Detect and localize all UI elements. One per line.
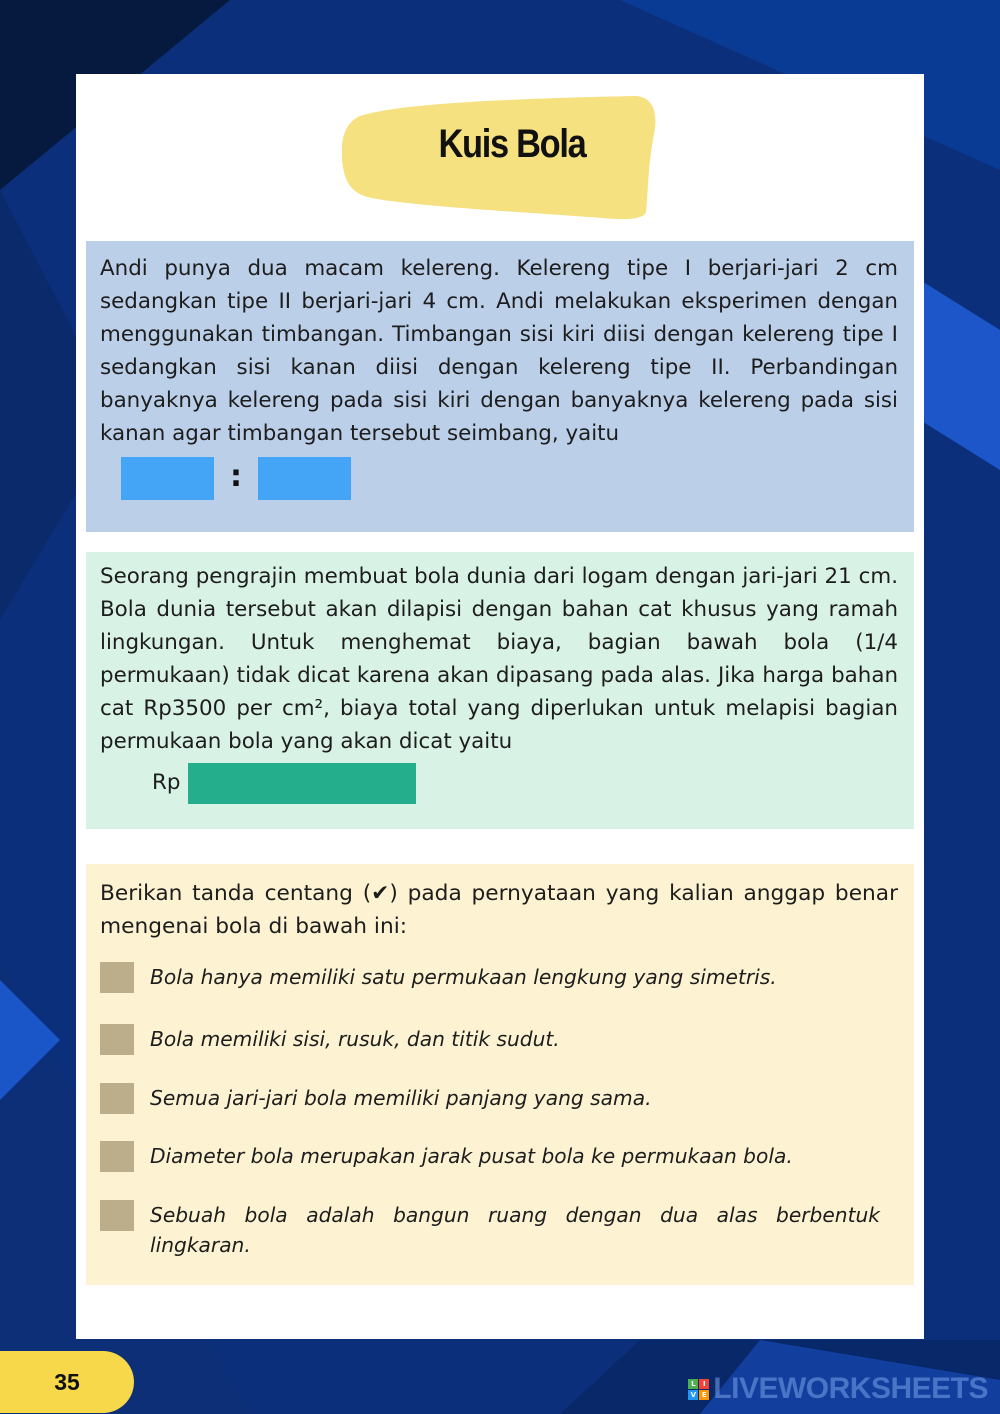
question-2-panel	[86, 552, 914, 829]
statement-checkbox[interactable]	[100, 1083, 134, 1114]
question-3-panel	[86, 864, 914, 1285]
watermark-text: LIVEWORKSHEETS	[713, 1372, 988, 1405]
ratio-answer-right-input[interactable]	[258, 457, 351, 500]
statement-label: Bola hanya memiliki satu permukaan lengkung yang simetris.	[150, 965, 777, 989]
currency-prefix: Rp	[152, 770, 181, 795]
statement-label: Sebuah bola adalah bangun ruang dengan dua alas berbentuk lingkaran.	[150, 1203, 880, 1257]
ratio-separator: :	[230, 459, 242, 494]
statement-label: Bola memiliki sisi, rusuk, dan titik sudut.	[150, 1027, 560, 1051]
statement-label: Semua jari-jari bola memiliki panjang yang sama.	[150, 1086, 652, 1110]
question-1-text: Andi punya dua macam kelereng. Kelereng tipe I berjari-jari 2 cm sedangkan tipe II berjari-jari 4 cm. Andi melakukan eksperimen dengan menggunakan timbangan. Timbangan sisi kiri diisi dengan kelereng tipe I sedangkan sisi kanan diisi dengan kelereng tipe II. Perbandingan banyaknya kelereng pada sisi kiri dengan banyaknya kelereng pada sisi kanan agar timbangan tersebut seimbang, yaitu	[100, 256, 898, 446]
page-title: Kuis Bola	[438, 122, 586, 166]
liveworksheets-logo-icon: L I V E	[688, 1379, 709, 1400]
question-1-panel	[86, 241, 914, 532]
statement-checkbox[interactable]	[100, 962, 134, 993]
ratio-answer-left-input[interactable]	[121, 457, 214, 500]
question-2-text: Seorang pengrajin membuat bola dunia dari logam dengan jari-jari 21 cm. Bola dunia tersebut akan dilapisi dengan bahan cat khusus yang ramah lingkungan. Untuk menghemat biaya, bagian bawah bola (1/4 permukaan) tidak dicat karena akan dipasang pada alas. Jika harga bahan cat Rp3500 per cm², biaya total yang diperlukan untuk melapisi bagian permukaan bola yang akan dicat yaitu	[100, 564, 898, 754]
page-number-badge	[0, 1351, 134, 1413]
cost-answer-input[interactable]	[188, 763, 416, 804]
statement-checkbox[interactable]	[100, 1024, 134, 1055]
question-3-instruction: Berikan tanda centang (✔) pada pernyataan yang kalian anggap benar mengenai bola di bawah ini:	[100, 881, 898, 939]
page-number: 35	[54, 1368, 80, 1395]
statement-checkbox[interactable]	[100, 1141, 134, 1172]
worksheet-page	[76, 74, 924, 1339]
liveworksheets-watermark	[688, 1374, 988, 1404]
statement-checkbox[interactable]	[100, 1200, 134, 1231]
statement-label: Diameter bola merupakan jarak pusat bola ke permukaan bola.	[150, 1144, 793, 1168]
